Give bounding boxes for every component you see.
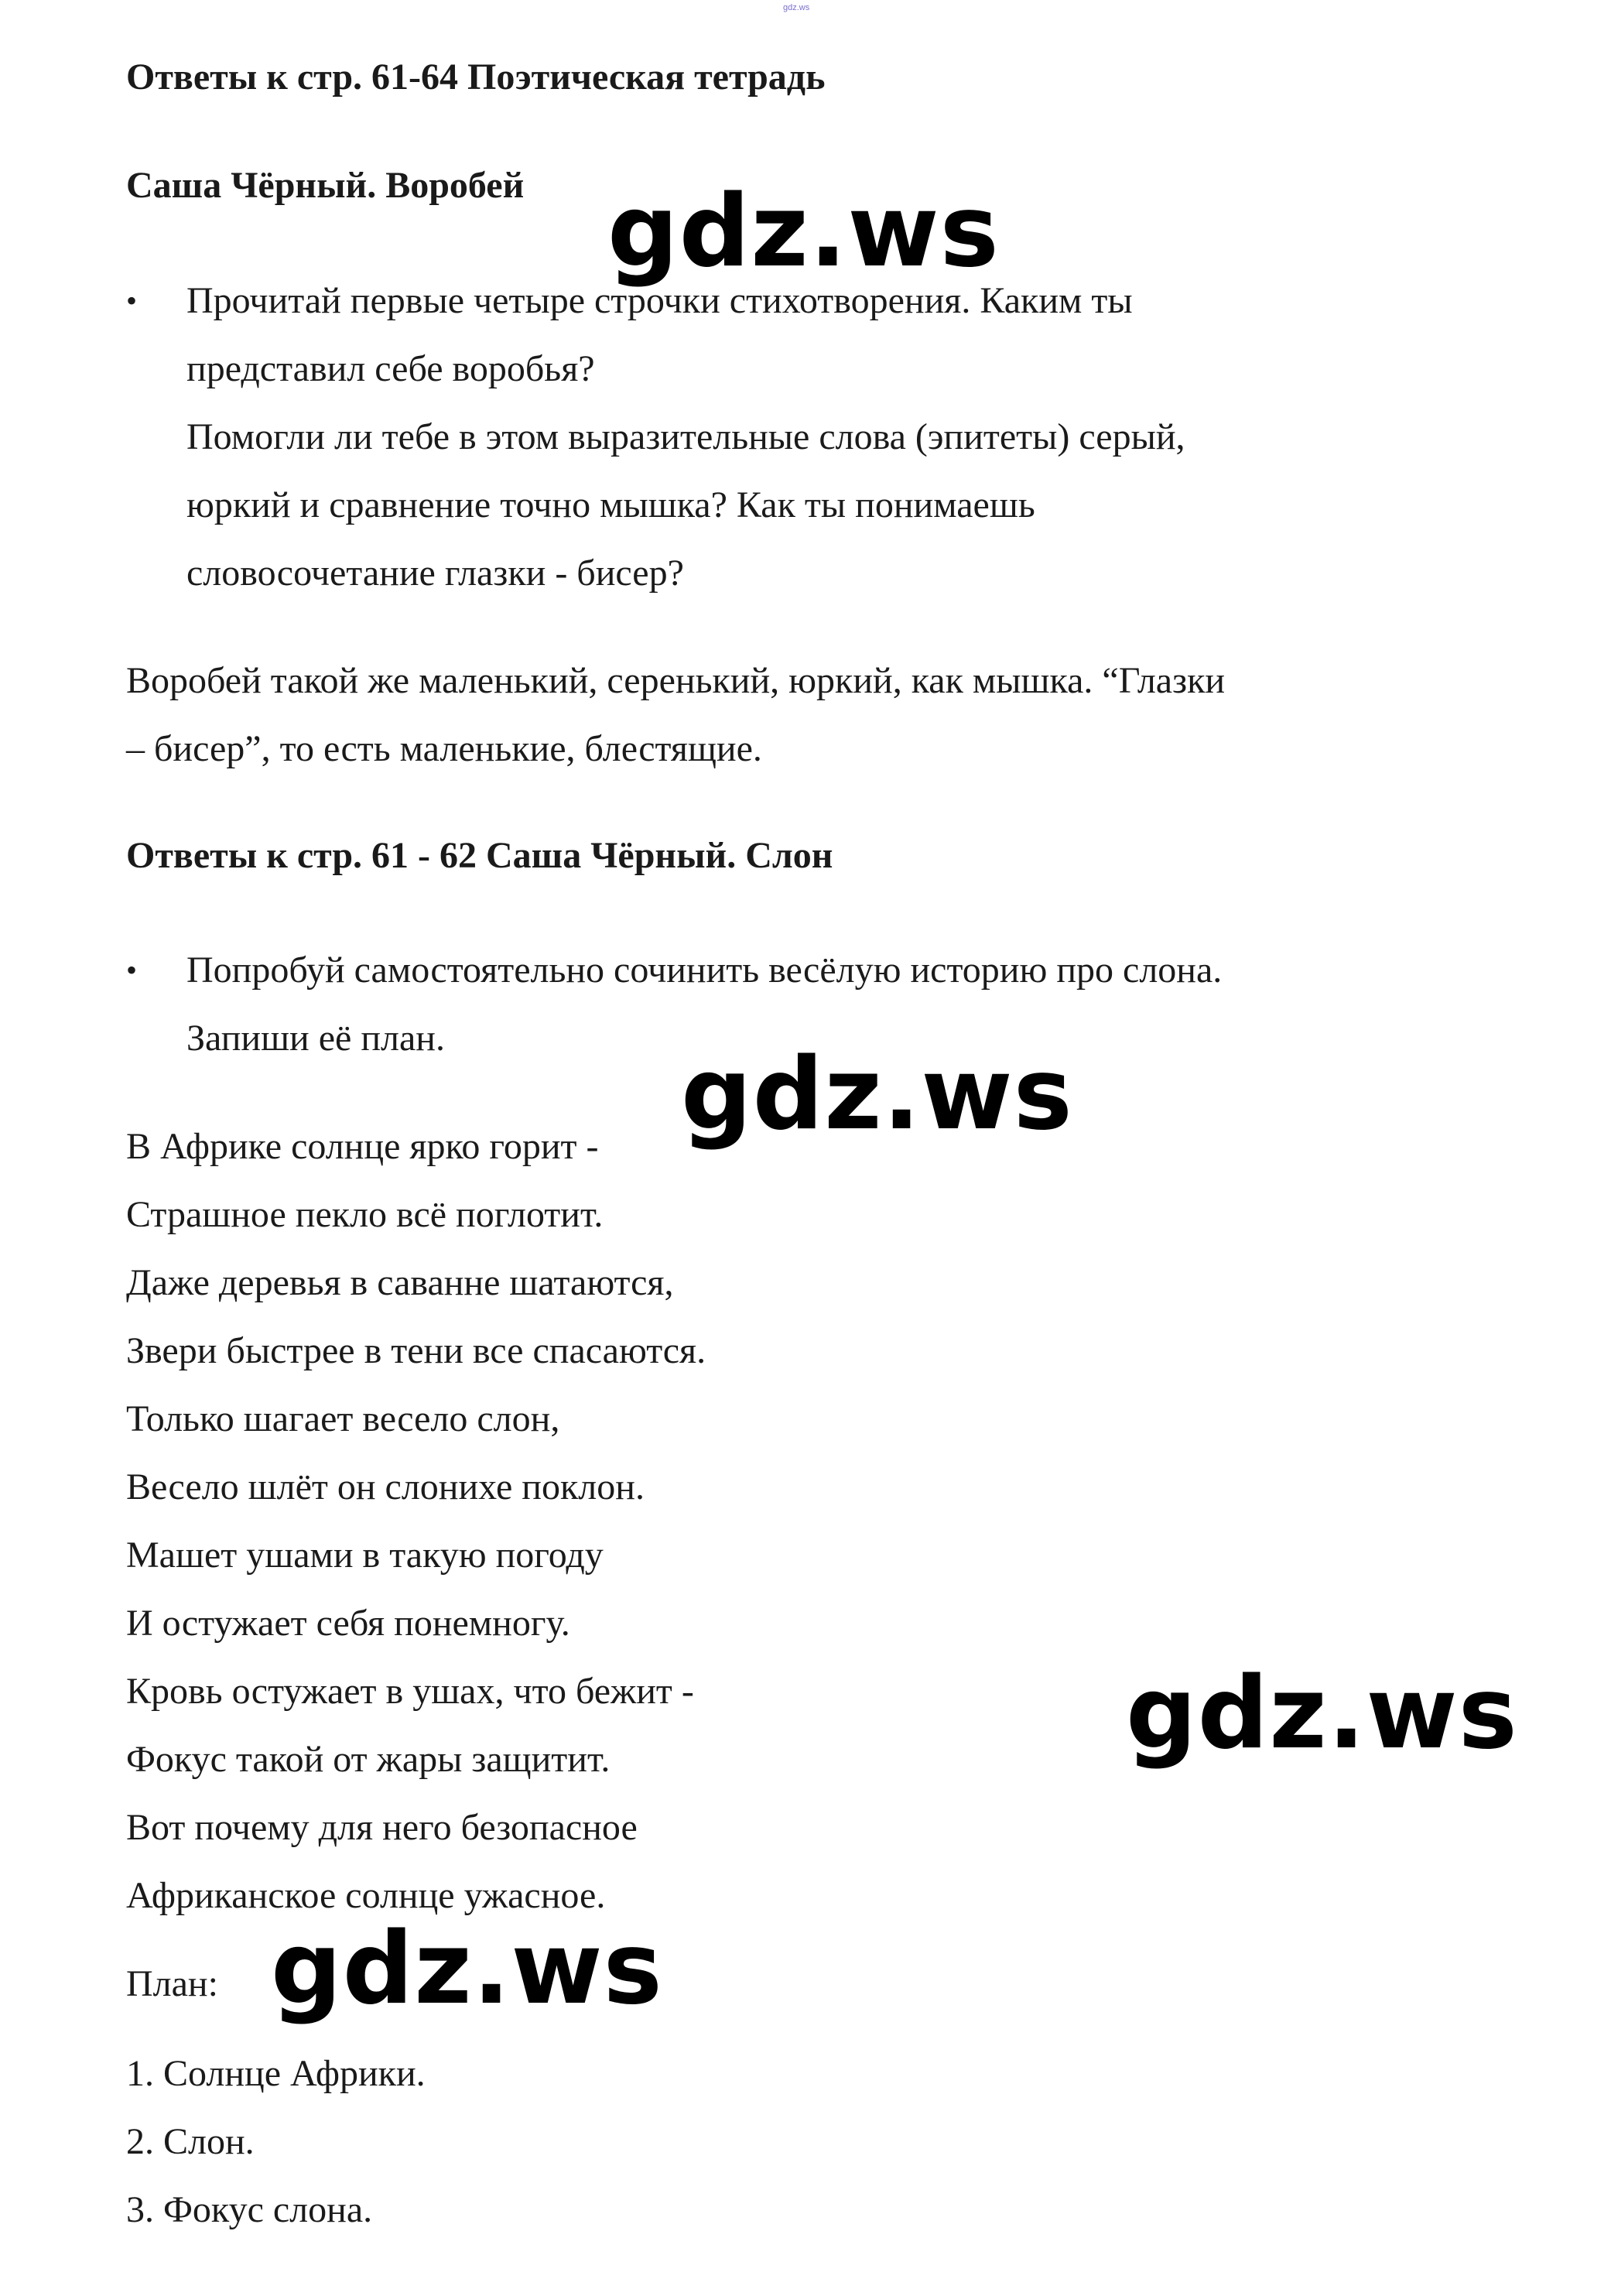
poem-slon — [126, 1113, 706, 1930]
watermark-logo: gdz.ws — [271, 1911, 663, 2027]
poem-line: Африканское солнце ужасное. — [126, 1875, 606, 1916]
question-line: Запиши её план. — [186, 1018, 445, 1059]
plan-list — [126, 2040, 426, 2244]
poem-line: Звери быстрее в тени все спасаются. — [126, 1330, 706, 1371]
poem-line: Вот почему для него безопасное — [126, 1807, 638, 1848]
top-watermark-mark: gdz.ws — [783, 3, 810, 12]
plan-item: 1. Солнце Африки. — [126, 2053, 426, 2094]
poem-line: Даже деревья в саванне шатаются, — [126, 1262, 674, 1303]
poem-line: Только шагает весело слон, — [126, 1398, 560, 1439]
poem-line: Фокус такой от жары защитит. — [126, 1739, 611, 1780]
question-line: Помогли ли тебе в этом выразительные слова (эпитеты) серый, — [186, 416, 1185, 457]
watermark-logo: gdz.ws — [681, 1037, 1073, 1152]
bullet-marker: • — [126, 953, 138, 987]
question-line: Попробуй самостоятельно сочинить весёлую историю про слона. — [186, 950, 1223, 991]
question-text-vorobey — [186, 267, 1185, 607]
watermark-logo: gdz.ws — [1126, 1656, 1518, 1771]
section-heading-vorobey: Саша Чёрный. Воробей — [126, 165, 525, 206]
watermark-logo: gdz.ws — [607, 174, 1000, 289]
bullet-marker: • — [126, 283, 138, 318]
plan-label: План: — [126, 1963, 218, 2004]
poem-line: В Африке солнце ярко горит - — [126, 1126, 599, 1167]
answer-line: Воробей такой же маленький, серенький, юркий, как мышка. “Глазки — [126, 660, 1226, 701]
answer-vorobey — [126, 647, 1225, 783]
poem-line: Кровь остужает в ушах, что бежит - — [126, 1671, 694, 1712]
section-heading-poetic-notebook: Ответы к стр. 61-64 Поэтическая тетрадь — [126, 56, 826, 98]
poem-line: Машет ушами в такую погоду — [126, 1535, 604, 1576]
answer-line: – бисер”, то есть маленькие, блестящие. — [126, 728, 762, 769]
poem-line: И остужает себя понемногу. — [126, 1603, 570, 1644]
section-heading-slon: Ответы к стр. 61 - 62 Саша Чёрный. Слон — [126, 835, 833, 876]
question-line: представил себе воробья? — [186, 348, 595, 389]
poem-line: Весело шлёт он слонихе поклон. — [126, 1466, 645, 1507]
question-line: словосочетание глазки - бисер? — [186, 553, 684, 594]
plan-item: 3. Фокус слона. — [126, 2189, 373, 2230]
question-line: юркий и сравнение точно мышка? Как ты понимаешь — [186, 484, 1035, 525]
poem-line: Страшное пекло всё поглотит. — [126, 1194, 604, 1235]
question-line: Прочитай первые четыре строчки стихотворения. Каким ты — [186, 280, 1133, 321]
plan-item: 2. Слон. — [126, 2121, 255, 2162]
